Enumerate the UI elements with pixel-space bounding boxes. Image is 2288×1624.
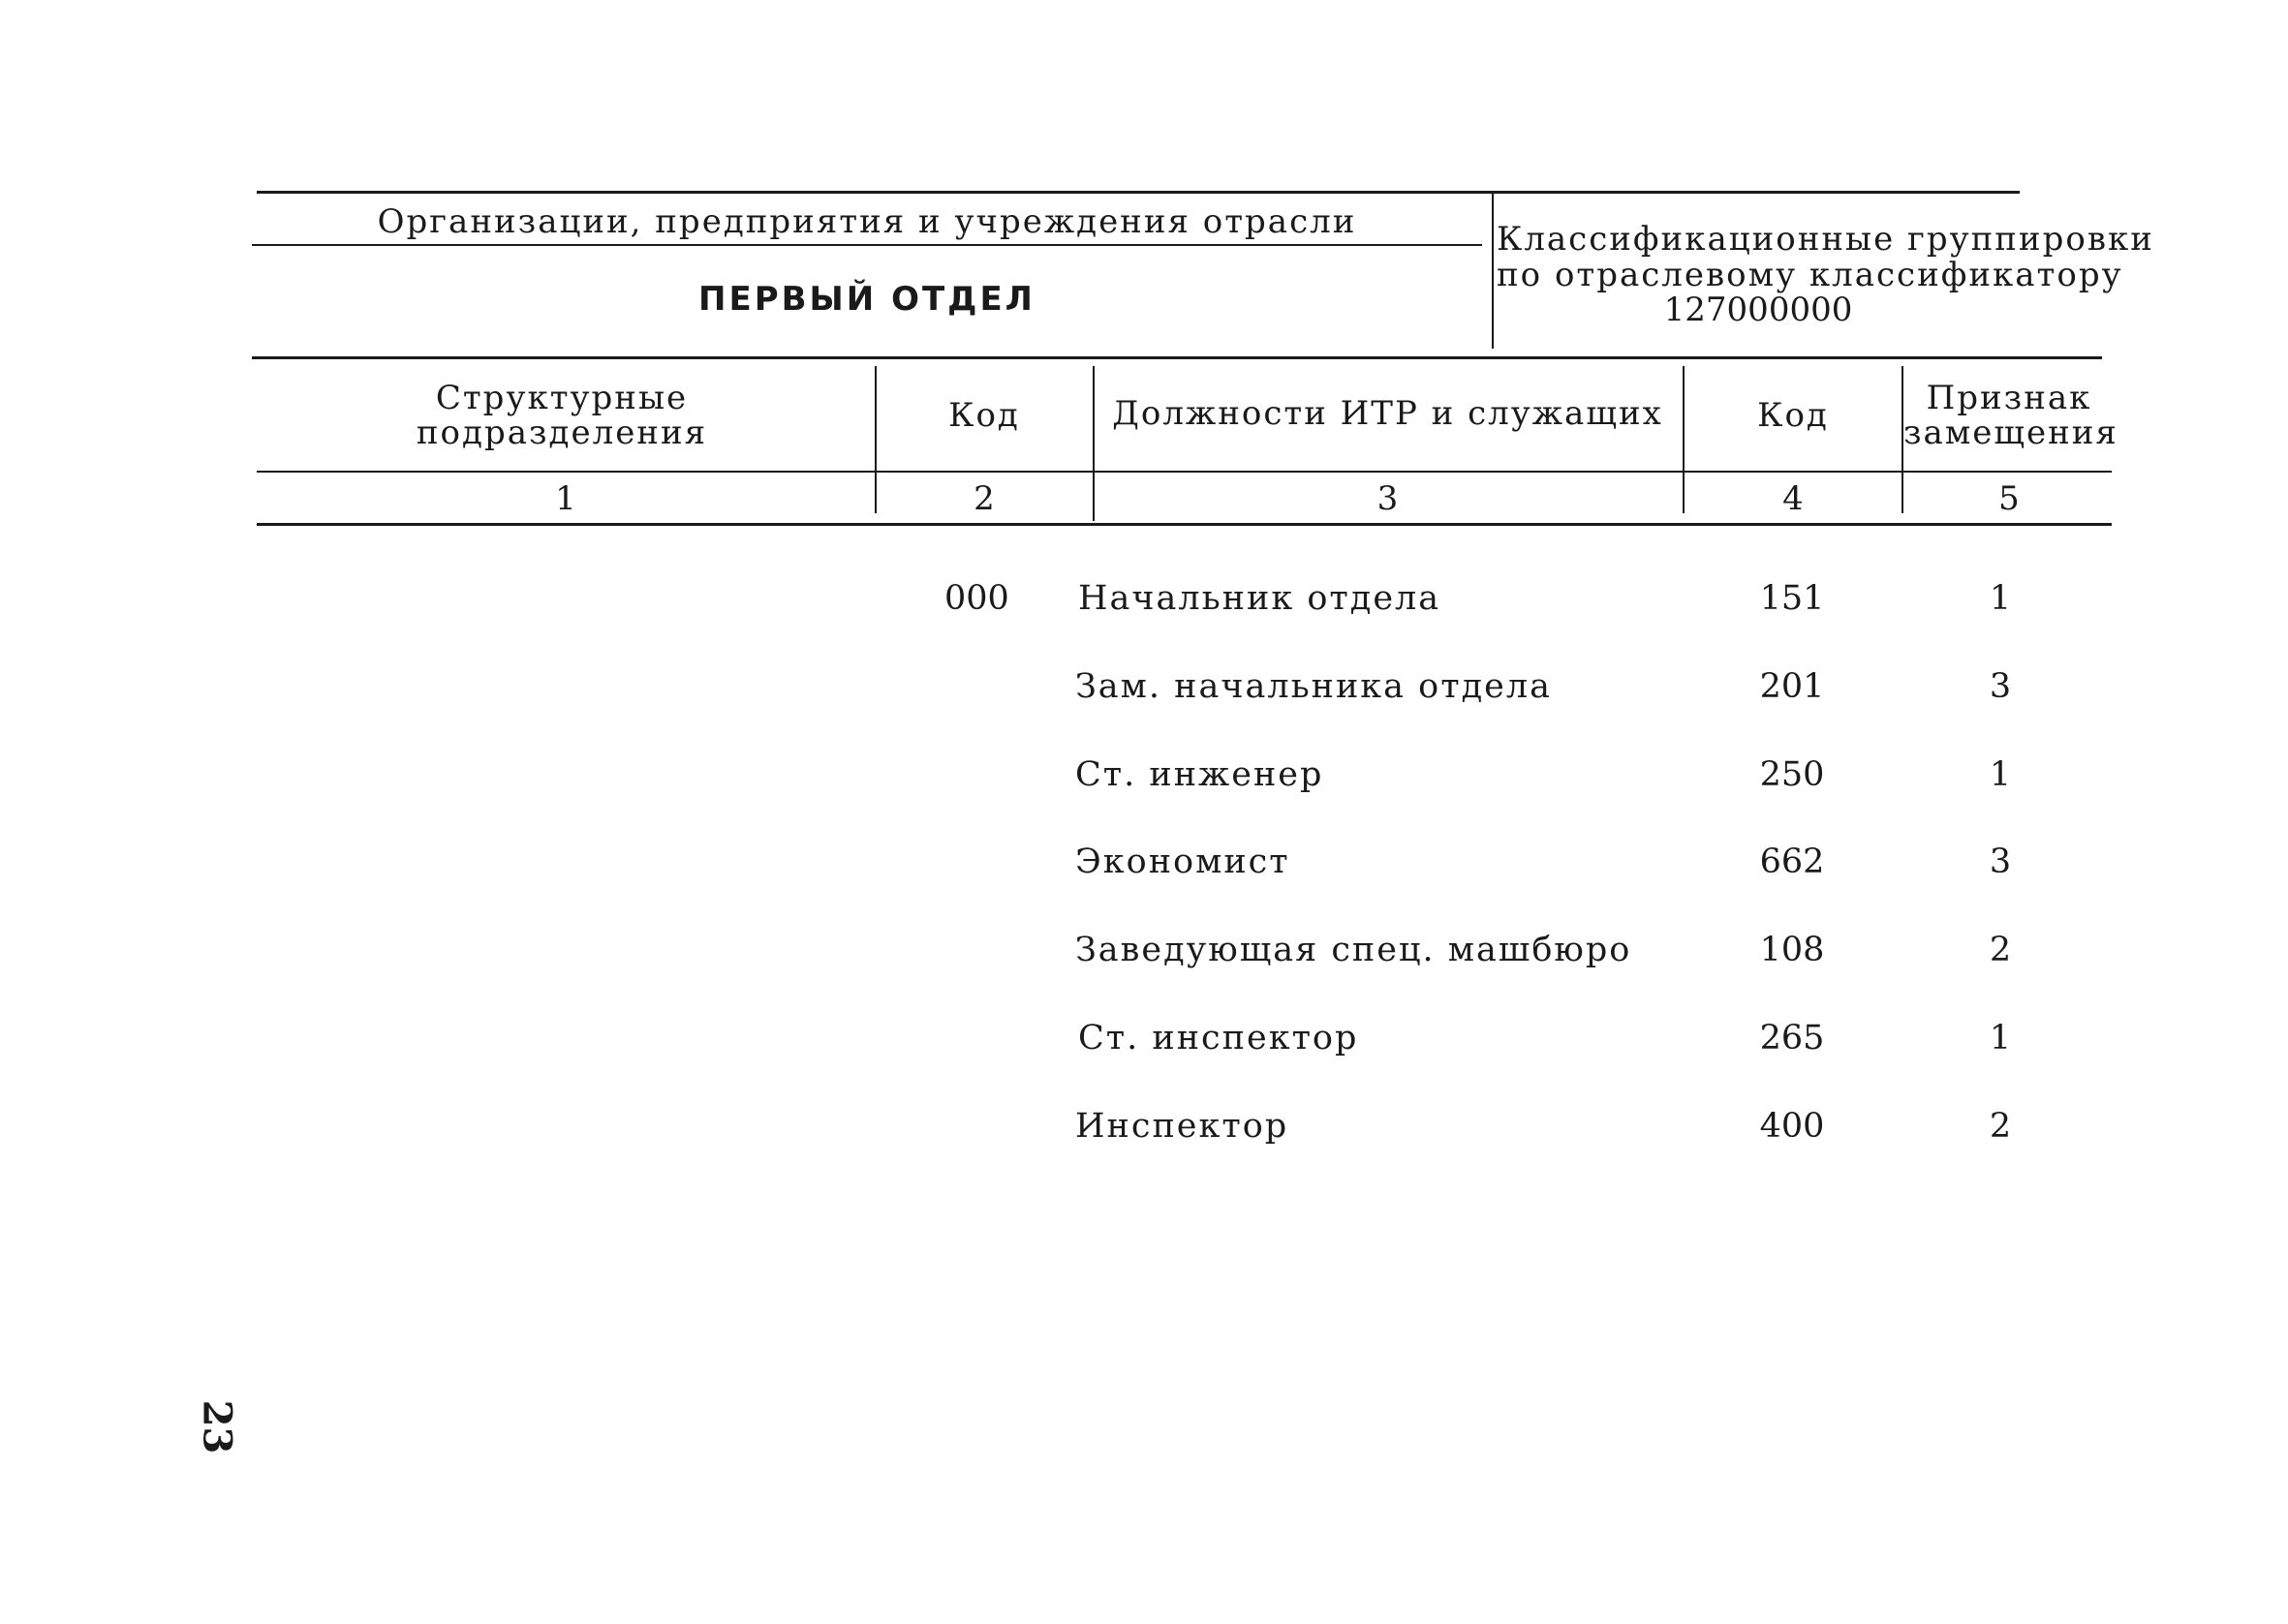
col5-header-line2: замещения: [1903, 414, 2118, 452]
classifier-line-1: Классификационные группировки: [1497, 220, 2154, 259]
unit-code: 000: [944, 579, 1009, 618]
col2-header: Код: [948, 396, 1020, 435]
position-code: 108: [1759, 931, 1825, 969]
position-name: Экономист: [1075, 843, 1290, 881]
position-code: 265: [1759, 1019, 1825, 1057]
page-number: 23: [194, 1399, 240, 1455]
replacement-sign: 1: [1989, 1019, 2012, 1057]
replacement-sign: 3: [1989, 667, 2012, 706]
table-head-bottom-rule: [257, 523, 2112, 526]
top-rule: [257, 191, 2020, 194]
position-code: 662: [1759, 843, 1825, 881]
position-name: Начальник отдела: [1078, 579, 1441, 618]
position-code: 151: [1759, 579, 1825, 618]
replacement-sign: 2: [1989, 1107, 2012, 1146]
col-number-4: 4: [1782, 479, 1804, 518]
position-name: Зам. начальника отдела: [1075, 667, 1552, 706]
col1-header-line2: подразделения: [416, 414, 708, 452]
classifier-line-2: по отраслевому классификатору: [1497, 256, 2123, 294]
col4-header: Код: [1757, 396, 1829, 435]
col1-header-line1: Структурные: [435, 379, 689, 417]
col5-header-line1: Признак: [1926, 379, 2092, 417]
col3-header: Должности ИТР и служащих: [1112, 394, 1663, 433]
col-number-1: 1: [555, 479, 576, 518]
header-divider: [1492, 194, 1494, 349]
position-name: Инспектор: [1075, 1107, 1289, 1146]
col-header-rule: [257, 471, 2112, 473]
org-underline: [252, 244, 1482, 246]
replacement-sign: 3: [1989, 843, 2012, 881]
col-divider-3: [1683, 366, 1685, 513]
col-number-3: 3: [1376, 479, 1399, 518]
position-name: Ст. инспектор: [1078, 1019, 1359, 1057]
header-bottom-rule: [252, 356, 2102, 359]
replacement-sign: 2: [1989, 931, 2012, 969]
classifier-code: 127000000: [1663, 291, 1853, 329]
col-number-5: 5: [1998, 479, 2020, 518]
position-code: 250: [1759, 755, 1825, 794]
replacement-sign: 1: [1989, 755, 2012, 794]
position-name: Ст. инженер: [1075, 755, 1324, 794]
org-line: Организации, предприятия и учреждения отрасли: [377, 202, 1357, 241]
col-number-2: 2: [974, 479, 995, 518]
department-title: ПЕРВЫЙ ОТДЕЛ: [698, 280, 1036, 319]
position-name: Заведующая спец. машбюро: [1075, 931, 1632, 969]
position-code: 400: [1759, 1107, 1825, 1146]
replacement-sign: 1: [1989, 579, 2012, 618]
position-code: 201: [1759, 667, 1825, 706]
